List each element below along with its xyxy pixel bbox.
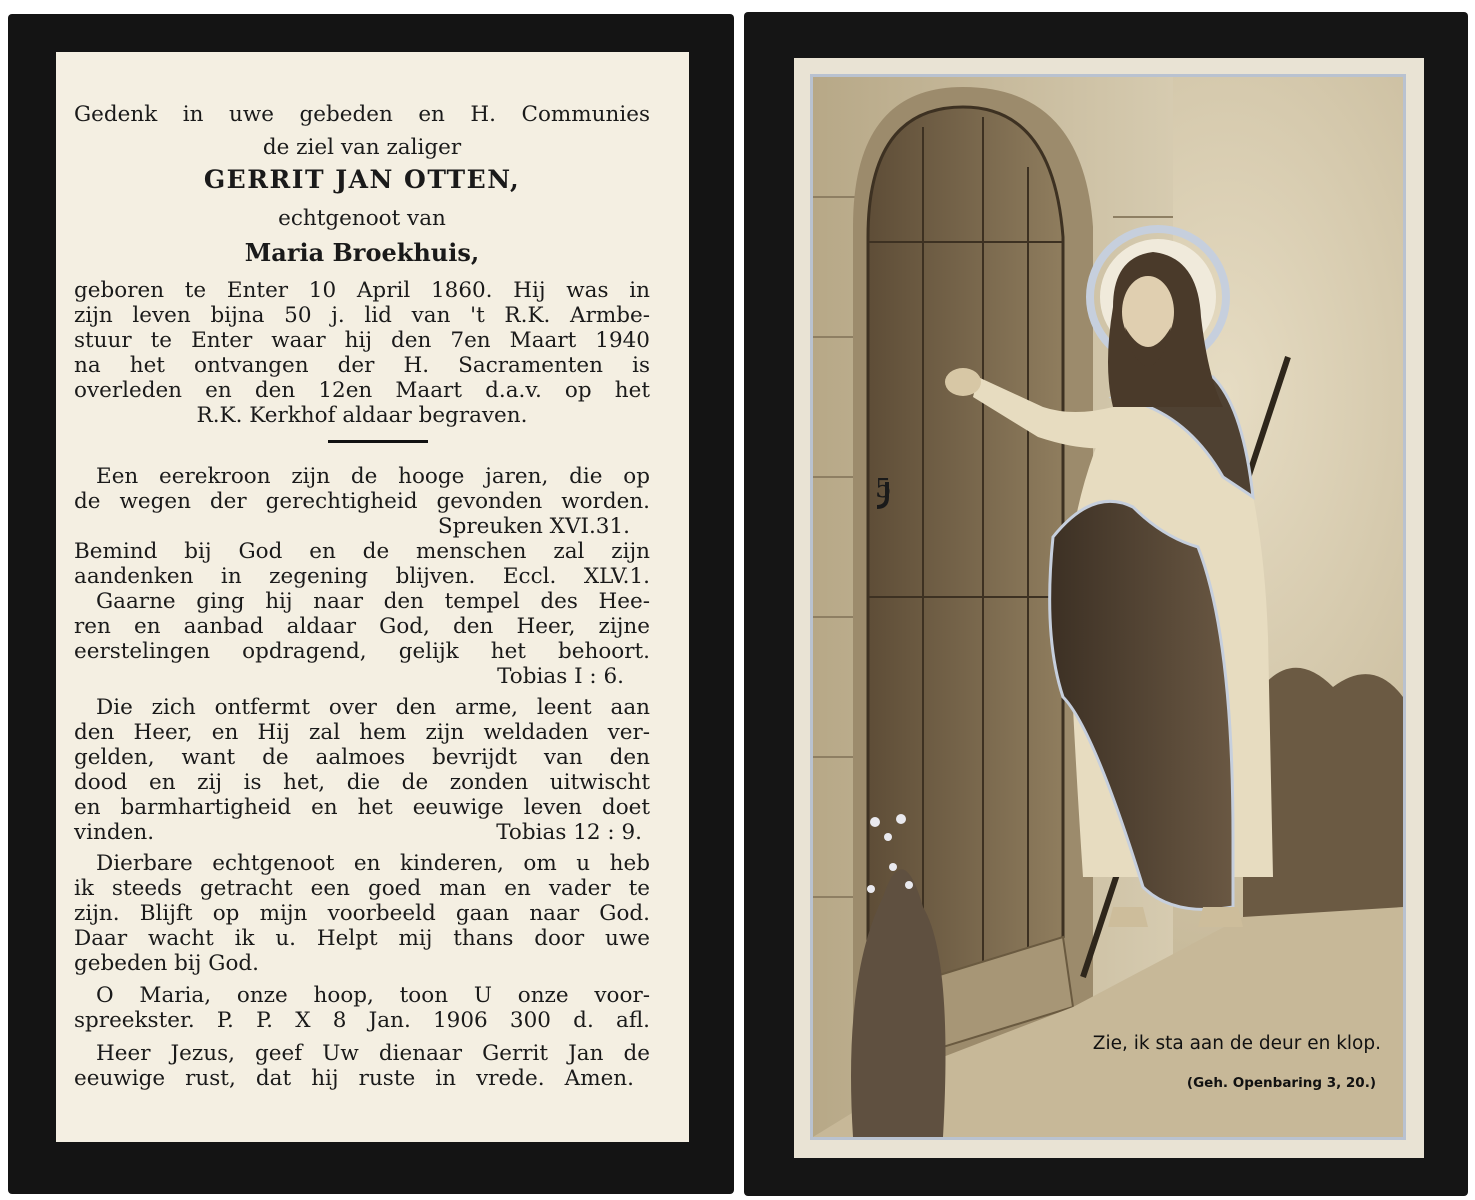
text-line: ren en aanbad aldaar God, den Heer, zijne [74,614,650,639]
prayer-line: Heer Jezus, geef Uw dienaar Gerrit Jan de [96,1041,650,1066]
divider-rule [328,440,428,443]
text-line: eerstelingen opdragend, gelijk het behoort. [74,639,650,664]
christ-at-door-illustration [813,77,1403,1137]
door-number: 5 [875,474,892,504]
prayer-line: spreekster. P. P. X 8 Jan. 1906 300 d. afl. [74,1008,650,1033]
text-line: dood en zij is het, die de zonden uitwischt [74,770,650,795]
prayer-line: eeuwige rust, dat hij ruste in vrede. Amen. [74,1066,634,1091]
text-line: Die zich ontfermt over den arme, leent aan [96,695,650,720]
text-line: zijn leven bijna 50 j. lid van 't R.K. Armbe- [74,303,650,328]
text-line: ik steeds getracht een goed man en vader te [74,876,650,901]
text-line: echtgenoot van [278,206,446,231]
text-line: den Heer, en Hij zal hem zijn weldaden ver- [74,720,650,745]
spouse-name: Maria Broekhuis, [244,238,480,267]
left-foot [1108,907,1148,927]
text-line: zijn. Blijft op mijn voorbeeld gaan naar God. [74,901,650,926]
deceased-name: GERRIT JAN OTTEN, [203,165,521,194]
text-line: en barmhartigheid en het eeuwige leven doet [74,795,650,820]
text-line: gebeden bij God. [74,951,259,976]
text-line: Een eerekroon zijn de hooge jaren, die op [96,464,650,489]
scripture-reference: Spreuken XVI.31. [437,514,630,539]
text-line: Dierbare echtgenoot en kinderen, om u heb [96,851,650,876]
text-line: overleden en den 12en Maart d.a.v. op het [74,378,650,403]
bible-reference: (Geh. Openbaring 3, 20.) [1186,1075,1376,1091]
text-line: de ziel van zaliger [262,135,462,160]
text-line: geboren te Enter 10 April 1860. Hij was in [74,278,650,303]
text-line: aandenken in zegening blijven. Eccl. XLV.1. [74,564,650,589]
text-line: gelden, want de aalmoes bevrijdt van den [74,745,650,770]
silver-border [810,74,1406,1140]
memorial-card [8,14,734,1194]
text-line: Gaarne ging hij naar den tempel des Hee- [96,589,650,614]
text-line: stuur te Enter waar hij den 7en Maart 1940 [74,328,650,353]
image-caption: Zie, ik sta aan de deur en klop. [1092,1033,1381,1054]
picture-mount [794,58,1424,1158]
text-line: Bemind bij God en de menschen zal zijn [74,539,650,564]
scripture-reference: Tobias 12 : 9. [496,820,642,845]
text-line: de wegen der gerechtigheid gevonden worden. [74,489,650,514]
text-line: R.K. Kerkhof aldaar begraven. [196,403,528,428]
text-line: Daar wacht ik u. Helpt mij thans door uwe [74,926,650,951]
devotional-image-card [744,12,1468,1196]
memorial-text-panel [56,52,689,1142]
right-foot [1198,907,1243,927]
knocking-hand [945,368,981,396]
prayer-line: O Maria, onze hoop, toon U onze voor- [96,983,650,1008]
scripture-reference: Tobias I : 6. [497,664,624,689]
text-line: Gedenk in uwe gebeden en H. Communies [74,102,650,127]
text-line: na het ontvangen der H. Sacramenten is [74,353,650,378]
text-line: vinden. [74,820,155,845]
